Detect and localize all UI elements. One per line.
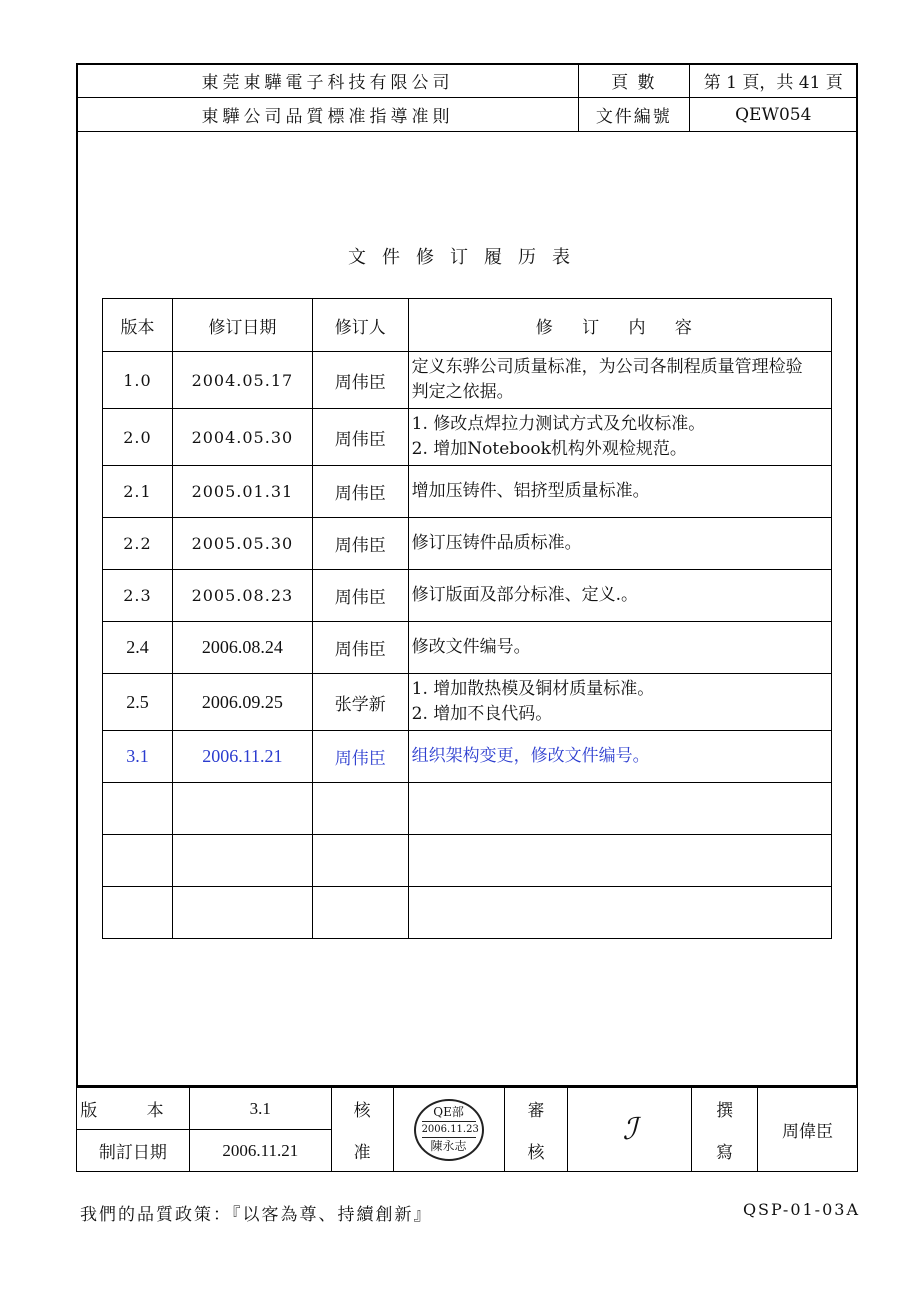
footer-version-label: 版 本: [77, 1088, 190, 1130]
footer-date-label: 制訂日期: [77, 1130, 190, 1172]
stamp-dept: QE部: [433, 1104, 464, 1119]
row-version: 3.1: [103, 731, 173, 783]
row-date: 2005.01.31: [172, 466, 312, 518]
row-date: 2006.08.24: [172, 622, 312, 674]
empty-cell: [103, 783, 173, 835]
header-content: 修 订 内 容: [408, 299, 831, 352]
row-content-line: 修改文件编号。: [411, 637, 531, 657]
empty-cell: [408, 783, 831, 835]
empty-cell: [172, 887, 312, 939]
author-label-top: 撰: [692, 1088, 758, 1130]
header-date: 修订日期: [172, 299, 312, 352]
row-content-line: 定义东骅公司质量标准，为公司各制程质量管理检验: [411, 357, 803, 377]
row-author: 周伟臣: [312, 731, 408, 783]
row-content: [408, 409, 831, 466]
row-date: 2004.05.30: [172, 409, 312, 466]
table-row: [103, 731, 832, 783]
approval-table: [76, 1087, 858, 1172]
row-version: 2.4: [103, 622, 173, 674]
document-header: [76, 63, 858, 132]
row-content-line: 判定之依据。: [411, 382, 514, 402]
row-content-line: 组织架构变更，修改文件编号。: [411, 746, 650, 766]
row-content-line: 增加压铸件、铝挤型质量标准。: [411, 481, 650, 501]
approval-seal: [414, 1099, 484, 1161]
doc-number-label: 文件編號: [579, 98, 689, 132]
signature: ℐ: [622, 1112, 637, 1147]
row-content: [408, 674, 831, 731]
row-content-line: 1. 增加散热模及铜材质量标准。: [411, 679, 655, 699]
row-author: 张学新: [312, 674, 408, 731]
check-label-top: 核: [331, 1088, 393, 1130]
author-name: 周偉臣: [758, 1088, 858, 1172]
row-version: 2.5: [103, 674, 173, 731]
row-author: 周伟臣: [312, 352, 408, 409]
empty-cell: [312, 835, 408, 887]
row-content: [408, 622, 831, 674]
qe-stamp: [393, 1088, 504, 1172]
header-author: 修订人: [312, 299, 408, 352]
row-author: 周伟臣: [312, 518, 408, 570]
empty-cell: [103, 835, 173, 887]
row-content-line: 2. 增加Notebook机构外观检规范。: [411, 439, 687, 459]
empty-cell: [312, 783, 408, 835]
form-code: QSP-01-03A: [742, 1200, 860, 1219]
row-content: [408, 466, 831, 518]
row-version: 1.0: [103, 352, 173, 409]
row-content-line: 1. 修改点焊拉力测试方式及允收标准。: [411, 414, 706, 434]
row-content: [408, 352, 831, 409]
empty-row: [103, 887, 832, 939]
page-count-value: 第 1 頁，共 41 頁: [689, 64, 857, 98]
table-row: [103, 570, 832, 622]
row-date: 2006.11.21: [172, 731, 312, 783]
check-label-bottom: 准: [331, 1130, 393, 1172]
quality-policy: 我們的品質政策：『以客為尊、持續創新』: [80, 1205, 433, 1225]
row-content: [408, 731, 831, 783]
row-content: [408, 570, 831, 622]
empty-cell: [312, 887, 408, 939]
row-version: 2.3: [103, 570, 173, 622]
footer-version-value: 3.1: [189, 1088, 331, 1130]
row-content-line: 修订压铸件品质标准。: [411, 533, 582, 553]
row-version: 2.0: [103, 409, 173, 466]
row-author: 周伟臣: [312, 466, 408, 518]
row-version: 2.1: [103, 466, 173, 518]
empty-cell: [408, 887, 831, 939]
row-author: 周伟臣: [312, 622, 408, 674]
signature-cell: [568, 1088, 692, 1172]
empty-row: [103, 783, 832, 835]
footer-date-value: 2006.11.21: [189, 1130, 331, 1172]
empty-cell: [103, 887, 173, 939]
empty-row: [103, 835, 832, 887]
row-date: 2005.05.30: [172, 518, 312, 570]
row-content: [408, 518, 831, 570]
page-title: 文件修订履历表: [348, 247, 586, 268]
review-label-top: 審: [504, 1088, 568, 1130]
table-row: [103, 518, 832, 570]
header-version: 版本: [103, 299, 173, 352]
table-row: [103, 352, 832, 409]
row-author: 周伟臣: [312, 570, 408, 622]
table-row: [103, 466, 832, 518]
row-author: 周伟臣: [312, 409, 408, 466]
review-label-bottom: 核: [504, 1130, 568, 1172]
table-row: [103, 622, 832, 674]
row-date: 2005.08.23: [172, 570, 312, 622]
page-count-label: 頁 數: [579, 64, 689, 98]
doc-number-value: QEW054: [689, 98, 857, 132]
document-title: 東驊公司品質標准指導准則: [77, 98, 579, 132]
row-version: 2.2: [103, 518, 173, 570]
stamp-date: 2006.11.23: [422, 1121, 476, 1138]
table-row: [103, 409, 832, 466]
table-header-row: [103, 299, 832, 352]
empty-cell: [172, 835, 312, 887]
row-content-line: 修订版面及部分标准、定义.。: [411, 585, 639, 605]
empty-cell: [408, 835, 831, 887]
company-name: 東莞東驊電子科技有限公司: [77, 64, 579, 98]
row-content-line: 2. 增加不良代码。: [411, 704, 553, 724]
empty-cell: [172, 783, 312, 835]
row-date: 2004.05.17: [172, 352, 312, 409]
author-label-bottom: 寫: [692, 1130, 758, 1172]
row-date: 2006.09.25: [172, 674, 312, 731]
revision-table: [102, 298, 832, 939]
table-row: [103, 674, 832, 731]
stamp-name: 陳永志: [430, 1138, 467, 1153]
